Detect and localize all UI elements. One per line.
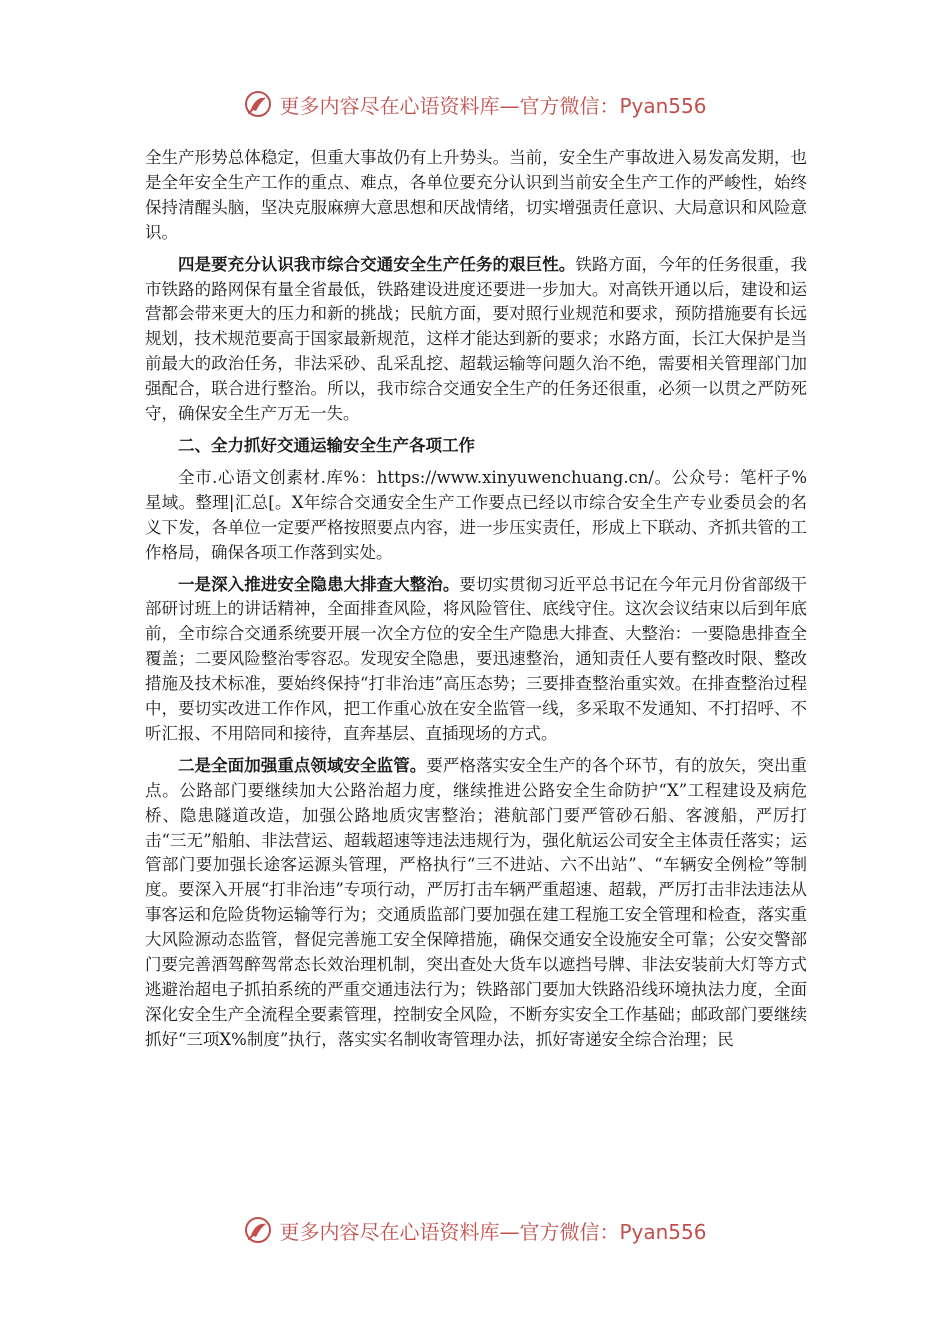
watermark-banner-bottom xyxy=(0,1210,950,1250)
watermark-logo-icon xyxy=(243,89,273,119)
paragraph-lead: 一是深入推进安全隐患大排查大整治。 xyxy=(178,574,460,594)
paragraph-lead: 四是要充分认识我市综合交通安全生产任务的艰巨性。 xyxy=(178,254,576,274)
section-heading: 二、全力抓好交通运输安全生产各项工作 xyxy=(178,435,475,455)
paragraph-5: 二是全面加强重点领域安全监管。要严格落实安全生产的各个环节，有的放矢，突出重点。公路部门要继续加大公路治超力度，继续推进公路安全生命防护“X”工程建设及病危桥、隐患隧道改造，加强公路地质灾害整治；港航部门要严管砂石船、客渡船，严厉打击“三无”船舶、非法营运、超载超速等违法违规行为，强化航运公司安全主体责任落实；运管部门要加强长途客运源头管理，严格执行“三不进站、六不出站”、“车辆安全例检”等制度。要深入开展“打非治违”专项行动，严厉打击车辆严重超速、超载，严厉打击非法违法从事客运和危险货物运输等行为；交通质监部门要加强在建工程施工安全管理和检查，落实重大风险源动态监管，督促完善施工安全保障措施，确保交通安全设施安全可靠；公安交警部门要完善酒驾醉驾常态长效治理机制，突出查处大货车以遮挡号牌、非法安装前大灯等方式逃避治超电子抓拍系统的严重交通违法行为；铁路部门要加大铁路沿线环境执法力度，全面深化安全生产全流程全要素管理，控制安全风险，不断夯实安全工作基础；邮政部门要继续抓好“三项X%制度”执行，落实实名制收寄管理办法，抓好寄递安全综合治理；民 xyxy=(145,755,808,1049)
paragraph-3: 全市.心语文创素材.库%：https://www.xinyuwenchuang.cn/。公众号：笔杆子%星域。整理|汇总[。X年综合交通安全生产工作要点已经以市综合安全生产专业委员会的名义下发，各单位一定要严格按照要点内容，进一步压实责任，形成上下联动、齐抓共管的工作格局，确保各项工作落到实处。 xyxy=(145,467,807,562)
watermark-text: 更多内容尽在心语资料库—官方微信：Pyan556 xyxy=(279,1219,707,1244)
watermark-logo-icon xyxy=(243,1215,273,1245)
paragraph-lead: 二是全面加强重点领域安全监管。 xyxy=(178,755,427,775)
paragraph-2: 四是要充分认识我市综合交通安全生产任务的艰巨性。铁路方面，今年的任务很重，我市铁路的路网保有量全省最低，铁路建设进度还要进一步加大。对高铁开通以后，建设和运营都会带来更大的压力和新的挑战；民航方面，要对照行业规范和要求，预防措施要有长远规划，技术规范要高于国家最新规范，这样才能达到新的要求；水路方面，长江大保护是当前最大的政治任务，非法采砂、乱采乱挖、超载运输等问题久治不绝，需要相关管理部门加强配合，联合进行整治。所以，我市综合交通安全生产的任务还很重，必须一以贯之严防死守，确保安全生产万无一失。 xyxy=(145,254,808,424)
watermark-text: 更多内容尽在心语资料库—官方微信：Pyan556 xyxy=(279,93,707,118)
paragraph-4: 一是深入推进安全隐患大排查大整治。要切实贯彻习近平总书记在今年元月份省部级干部研讨班上的讲话精神，全面排查风险，将风险管住、底线守住。这次会议结束以后到年底前，全市综合交通系统要开展一次全方位的安全生产隐患大排查、大整治：一要隐患排查全覆盖；二要风险整治零容忍。发现安全隐患，要迅速整治，通知责任人要有整改时限、整改措施及技术标准，要始终保持“打非治违”高压态势；三要排查整治重实效。在排查整治过程中，要切实改进工作作风，把工作重心放在安全监管一线，多采取不发通知、不打招呼、不听汇报、不用陪同和接待，直奔基层、直插现场的方式。 xyxy=(145,574,808,743)
watermark-banner-top xyxy=(0,84,950,124)
paragraph-1: 全生产形势总体稳定，但重大事故仍有上升势头。当前，安全生产事故进入易发高发期，也是全年安全生产工作的重点、难点，各单位要充分认识到当前安全生产工作的严峻性，始终保持清醒头脑，坚决克服麻痹大意思想和厌战情绪，切实增强责任意识、大局意识和风险意识。 xyxy=(145,148,807,242)
document-body xyxy=(145,146,807,1060)
